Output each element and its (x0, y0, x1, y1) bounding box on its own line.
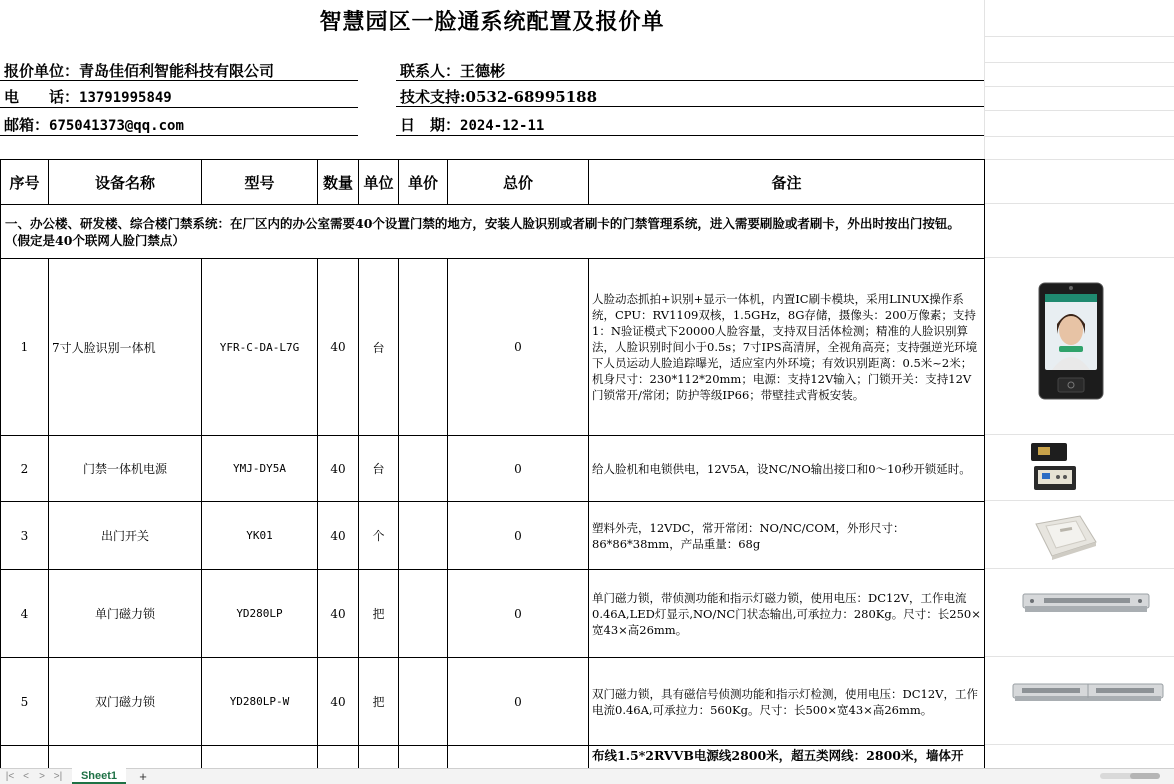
cell-qty[interactable]: 40 (318, 502, 359, 570)
cell-total[interactable]: 0 (448, 436, 589, 502)
col-header-unit[interactable]: 单位 (359, 160, 399, 205)
cell-price[interactable] (399, 658, 448, 746)
table-row (1, 502, 985, 570)
col-header-remark[interactable]: 备注 (589, 160, 985, 205)
cell-no[interactable]: 2 (1, 436, 49, 502)
email-label: 邮箱： (4, 116, 50, 134)
sheet-tab-bar (0, 768, 1174, 784)
gridline (984, 744, 1174, 745)
add-sheet-button[interactable]: + (139, 769, 147, 784)
email-value: 675041373@qq.com (49, 118, 184, 134)
table-row (1, 570, 985, 658)
cell-model[interactable] (202, 746, 318, 769)
cell-qty[interactable]: 40 (318, 259, 359, 436)
gridline (984, 656, 1174, 657)
double-door-maglock-image[interactable] (1012, 678, 1164, 706)
table-header-row (1, 160, 985, 205)
contact-label: 联系人： (400, 62, 461, 80)
cell-name[interactable]: 单门磁力锁 (49, 570, 202, 658)
cell-name[interactable]: 门禁一体机电源 (49, 436, 202, 502)
contact-value: 王德彬 (460, 62, 506, 80)
cell-unit[interactable]: 台 (359, 259, 399, 436)
support-field (396, 88, 984, 107)
quote-unit-label: 报价单位： (4, 62, 80, 80)
cell-total[interactable]: 0 (448, 259, 589, 436)
table-row (1, 259, 985, 436)
cell-qty[interactable]: 40 (318, 570, 359, 658)
cell-remark[interactable]: 双门磁力锁，具有磁信号侦测功能和指示灯检测，使用电压：DC12V，工作电流0.46A,可承拉力：560Kg。尺寸：长500×宽43×高26mm。 (589, 658, 985, 746)
phone-label: 电 话： (4, 88, 80, 106)
section-row (1, 205, 985, 259)
cell-model[interactable]: YD280LP-W (202, 658, 318, 746)
table-row (1, 658, 985, 746)
contact-field (396, 62, 984, 81)
cell-no[interactable] (1, 746, 49, 769)
quote-table (0, 159, 985, 768)
cell-unit[interactable]: 把 (359, 570, 399, 658)
cell-unit[interactable]: 把 (359, 658, 399, 746)
cell-qty[interactable]: 40 (318, 436, 359, 502)
cell-price[interactable] (399, 436, 448, 502)
cell-model[interactable]: YK01 (202, 502, 318, 570)
next-sheet-icon[interactable]: > (39, 771, 45, 782)
support-value: 0532-68995188 (465, 88, 598, 106)
cell-total[interactable]: 0 (448, 570, 589, 658)
cell-total[interactable]: 0 (448, 502, 589, 570)
table-row (1, 746, 985, 769)
cell-remark[interactable]: 给人脸机和电锁供电，12V5A，设NC/NO输出接口和0～10秒开锁延时。 (589, 436, 985, 502)
cell-total[interactable] (448, 746, 589, 769)
sheet-title: 智慧园区一脸通系统配置及报价单 (319, 9, 665, 35)
cell-price[interactable] (399, 570, 448, 658)
cell-name[interactable]: 7寸人脸识别一体机 (49, 259, 202, 436)
gridline (984, 86, 1174, 87)
cell-no[interactable]: 5 (1, 658, 49, 746)
cell-remark[interactable]: 布线1.5*2RVVB电源线2800米，超五类网线：2800米，墙体开 (589, 746, 985, 769)
gridline (984, 434, 1174, 435)
cell-no[interactable]: 4 (1, 570, 49, 658)
cell-name[interactable]: 出门开关 (49, 502, 202, 570)
last-sheet-icon[interactable]: >| (53, 771, 63, 782)
cell-model[interactable]: YMJ-DY5A (202, 436, 318, 502)
cell-qty[interactable]: 40 (318, 658, 359, 746)
section-description[interactable]: 一、办公楼、研发楼、综合楼门禁系统：在厂区内的办公室需要40个设置门禁的地方，安装人脸识别或者刷卡的门禁管理系统，进入需要刷脸或者刷卡，外出时按出门按钮。 （假定是40个联网人脸门禁点） (1, 205, 985, 259)
single-door-maglock-image[interactable] (1022, 588, 1150, 618)
gridline (984, 568, 1174, 569)
email-field (0, 116, 358, 136)
gridline (984, 136, 1174, 137)
gridline (984, 159, 1174, 160)
gridline (984, 500, 1174, 501)
gridline (984, 203, 1174, 204)
cell-remark[interactable]: 单门磁力锁，带侦测功能和指示灯磁力锁，使用电压：DC12V，工作电流0.46A,LED灯显示,NO/NC门状态输出,可承拉力：280Kg。尺寸：长250×宽43×高26mm。 (589, 570, 985, 658)
gridline (984, 110, 1174, 111)
cell-unit[interactable] (359, 746, 399, 769)
date-value: 2024-12-11 (460, 118, 545, 134)
support-label: 技术支持: (400, 88, 466, 106)
cell-no[interactable]: 3 (1, 502, 49, 570)
prev-sheet-icon[interactable]: < (23, 771, 29, 782)
cell-remark[interactable]: 人脸动态抓拍+识别+显示一体机，内置IC刷卡模块，采用LINUX操作系统，CPU：RV1109双核，1.5GHz，8G存储，摄像头：200万像素；支持1：N验证模式下20000人脸容量，支持双目活体检测；精准的人脸识别算法，人脸识别时间小于0.5s；7寸IPS高清屏，全视角高亮；支持强逆光环境下人员运动人脸追踪曝光，适应室内外环境；有效识别距离：0.5米~2米；机身尺寸：230*112*20mm；电源：支持12V输入；门锁开关：支持12V门锁常开/常闭；防护等级IP66；带壁挂式背板安装。 (589, 259, 985, 436)
cell-name[interactable] (49, 746, 202, 769)
cell-price[interactable] (399, 259, 448, 436)
power-supply-image[interactable] (1028, 440, 1080, 494)
table-row (1, 436, 985, 502)
face-recognition-terminal-image[interactable] (1038, 282, 1104, 400)
cell-remark[interactable]: 塑料外壳，12VDC，常开常闭：NO/NC/COM，外形尺寸：86*86*38mm，产品重量：68g (589, 502, 985, 570)
cell-price[interactable] (399, 502, 448, 570)
cell-price[interactable] (399, 746, 448, 769)
col-header-no[interactable]: 序号 (1, 160, 49, 205)
quote-unit-value: 青岛佳佰利智能科技有限公司 (79, 62, 275, 80)
first-sheet-icon[interactable]: |< (5, 771, 15, 782)
cell-total[interactable]: 0 (448, 658, 589, 746)
col-header-qty[interactable]: 数量 (318, 160, 359, 205)
cell-no[interactable]: 1 (1, 259, 49, 436)
horizontal-scrollbar[interactable] (1100, 773, 1160, 779)
col-header-price[interactable]: 单价 (399, 160, 448, 205)
gridline (984, 36, 1174, 37)
phone-value: 13791995849 (79, 90, 172, 106)
gridline (984, 257, 1174, 258)
quote-unit-field (0, 62, 358, 81)
gridline (984, 62, 1174, 63)
cell-model[interactable]: YFR-C-DA-L7G (202, 259, 318, 436)
col-header-total[interactable]: 总价 (448, 160, 589, 205)
date-label: 日 期： (400, 116, 461, 134)
cell-name[interactable]: 双门磁力锁 (49, 658, 202, 746)
date-field (396, 116, 984, 136)
cell-unit[interactable]: 个 (359, 502, 399, 570)
cell-qty[interactable] (318, 746, 359, 769)
sheet-tab-sheet1[interactable]: Sheet1 (72, 768, 126, 784)
col-header-name[interactable]: 设备名称 (49, 160, 202, 205)
col-header-model[interactable]: 型号 (202, 160, 318, 205)
cell-unit[interactable]: 台 (359, 436, 399, 502)
phone-field (0, 88, 358, 108)
exit-button-image[interactable] (1032, 512, 1098, 562)
cell-model[interactable]: YD280LP (202, 570, 318, 658)
